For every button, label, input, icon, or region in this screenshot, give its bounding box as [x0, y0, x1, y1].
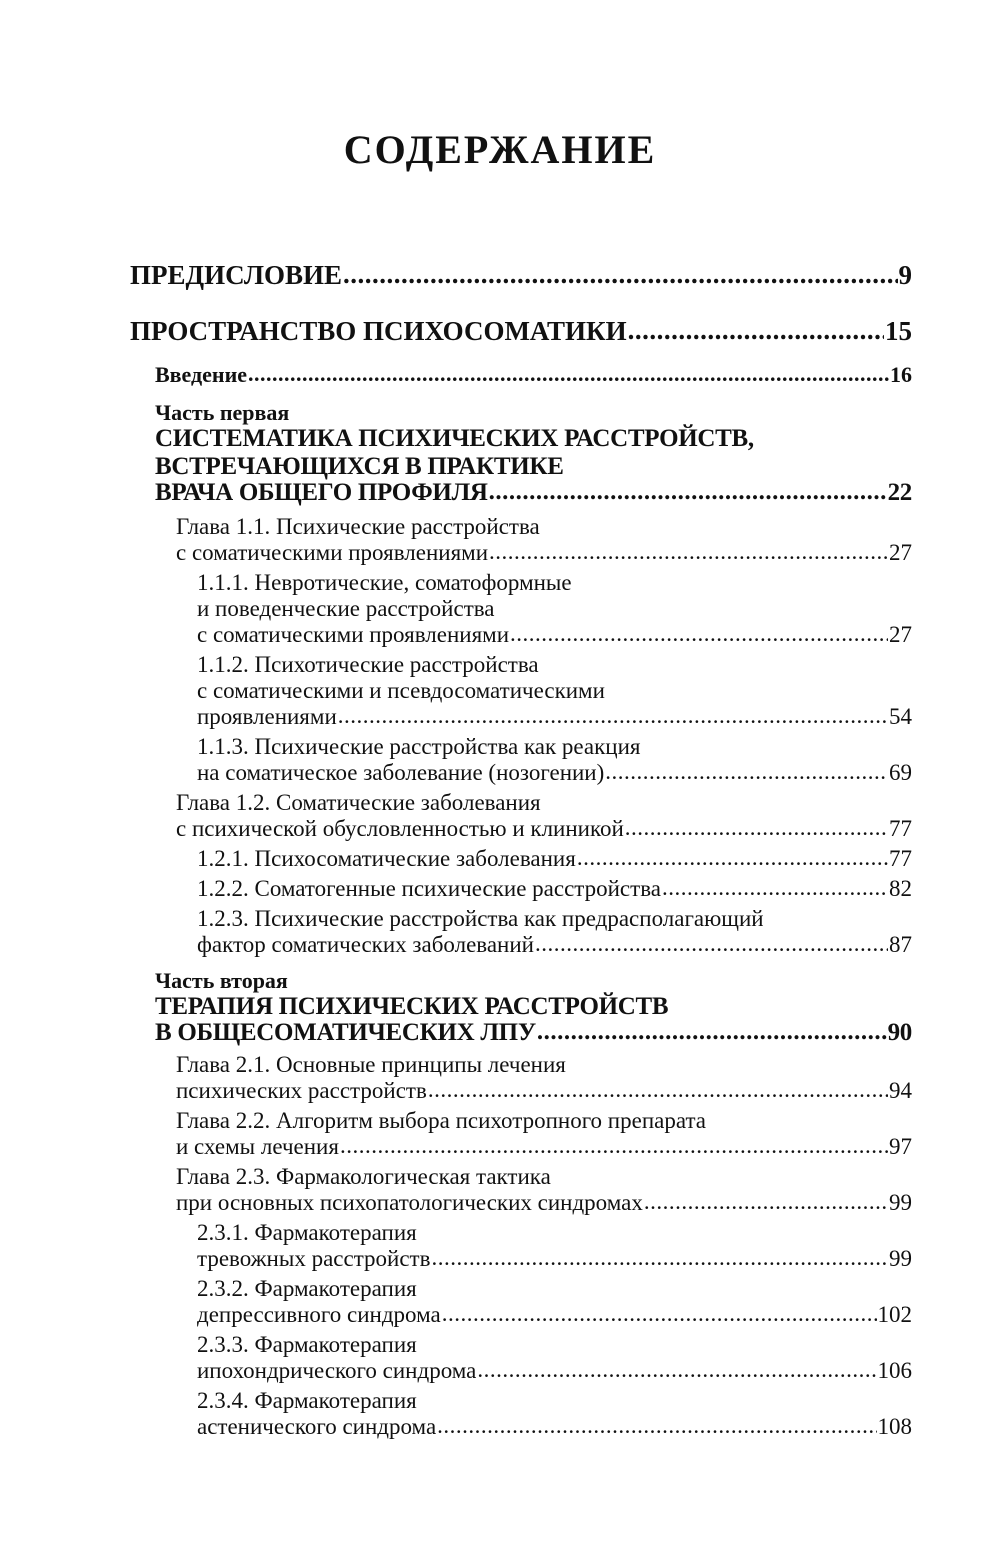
- toc-entry-label: фактор соматических заболеваний: [197, 932, 534, 957]
- leader-dots: [437, 1411, 876, 1441]
- leader-dots: [577, 843, 888, 873]
- leader-dots: [338, 701, 888, 731]
- toc-page-number: 16: [890, 362, 912, 387]
- leader-dots: [628, 313, 884, 347]
- toc-entry-label: депрессивного синдрома: [197, 1302, 441, 1327]
- toc-entry-part-one[interactable]: [155, 478, 912, 508]
- toc-page-number: 9: [898, 260, 912, 290]
- leader-dots: [662, 873, 888, 903]
- toc-entry-section-2-3-1[interactable]: [197, 1244, 912, 1274]
- toc-page-number: 82: [889, 876, 912, 901]
- leader-dots: [489, 477, 887, 507]
- toc-entry-section-2-3-4[interactable]: [197, 1412, 912, 1442]
- toc-entry-label: 1.1.1. Невротические, соматоформные: [197, 570, 572, 595]
- toc-entry-label: ПРЕДИСЛОВИЕ: [130, 260, 343, 290]
- leader-dots: [477, 1355, 876, 1385]
- leader-dots: [428, 1075, 888, 1105]
- toc-page-number: 69: [889, 760, 912, 785]
- toc-entry-label: В ОБЩЕСОМАТИЧЕСКИХ ЛПУ: [155, 1019, 536, 1046]
- toc-entry-label: 1.2.2. Соматогенные психические расстройства: [197, 876, 661, 901]
- toc-entry-label: Глава 2.2. Алгоритм выбора психотропного препарата: [176, 1108, 706, 1133]
- toc-entry-label: 2.3.3. Фармакотерапия: [197, 1332, 417, 1357]
- part-title-line: [155, 424, 912, 454]
- toc-entry-label: тревожных расстройств: [197, 1246, 431, 1271]
- toc-entry-label: 2.3.2. Фармакотерапия: [197, 1276, 417, 1301]
- leader-dots: [537, 1017, 887, 1047]
- toc-entry-label: и схемы лечения: [176, 1134, 339, 1159]
- leader-dots: [625, 813, 888, 843]
- toc-entry-label: Часть вторая: [155, 968, 288, 993]
- toc-entry-label: Глава 1.1. Психические расстройства: [176, 514, 540, 539]
- page-title: СОДЕРЖАНИЕ: [343, 127, 657, 172]
- toc-page-number: 27: [889, 540, 912, 565]
- toc-page-number: 54: [889, 704, 912, 729]
- toc-entry-label: астенического синдрома: [197, 1414, 437, 1439]
- toc-entry-label: ипохондрического синдрома: [197, 1358, 477, 1383]
- toc-page-number: 90: [887, 1019, 912, 1046]
- toc-entry-label: 2.3.4. Фармакотерапия: [197, 1388, 417, 1413]
- toc-entry-section-2-3-3[interactable]: [197, 1356, 912, 1386]
- toc-entry-label: с соматическими проявлениями: [197, 622, 510, 647]
- toc-page-number: 27: [889, 622, 912, 647]
- leader-dots: [510, 619, 888, 649]
- toc-entry-chapter-2-2[interactable]: [176, 1132, 912, 1162]
- toc-entry-label: психических расстройств: [176, 1078, 427, 1103]
- toc-page-number: 102: [877, 1302, 912, 1327]
- toc-entry-label: ТЕРАПИЯ ПСИХИЧЕСКИХ РАССТРОЙСТВ: [155, 993, 669, 1020]
- leader-dots: [442, 1299, 877, 1329]
- toc-entry-label: 1.2.3. Психические расстройства как предрасполагающий: [197, 906, 764, 931]
- toc-entry-label: с психической обусловленностью и клиникой: [176, 816, 624, 841]
- toc-page-number: 77: [889, 846, 912, 871]
- leader-dots: [343, 257, 897, 291]
- toc-entry-label: 2.3.1. Фармакотерапия: [197, 1220, 417, 1245]
- toc-entry-chapter-2-3[interactable]: [176, 1188, 912, 1218]
- toc-entry-label: ВРАЧА ОБЩЕГО ПРОФИЛЯ: [155, 479, 488, 506]
- toc-entry-section-1-1-1[interactable]: [197, 620, 912, 650]
- leader-dots: [340, 1131, 888, 1161]
- leader-dots: [248, 359, 889, 389]
- leader-dots: [489, 537, 888, 567]
- toc-entry-label: ВСТРЕЧАЮЩИХСЯ В ПРАКТИКЕ: [155, 453, 564, 480]
- toc-entry-part-two[interactable]: [155, 1018, 912, 1048]
- toc-entry-label: и поведенческие расстройства: [197, 596, 495, 621]
- toc-page-number: 94: [889, 1078, 912, 1103]
- toc-entry-label: Глава 1.2. Соматические заболевания: [176, 790, 541, 815]
- toc-entry-label: Глава 2.1. Основные принципы лечения: [176, 1052, 566, 1077]
- toc-entry-introduction[interactable]: [155, 360, 912, 390]
- toc-entry-label: 1.1.2. Психотические расстройства: [197, 652, 539, 677]
- toc-entry-label: ПРОСТРАНСТВО ПСИХОСОМАТИКИ: [130, 316, 627, 346]
- toc-entry-label: Введение: [155, 362, 248, 387]
- toc-entry-section-2-3-2[interactable]: [197, 1300, 912, 1330]
- leader-dots: [644, 1187, 888, 1217]
- toc-entry-label: Часть первая: [155, 400, 290, 425]
- toc-page-number: 87: [889, 932, 912, 957]
- toc-page-number: 99: [889, 1246, 912, 1271]
- toc-entry-label: Глава 2.3. Фармакологическая тактика: [176, 1164, 551, 1189]
- toc-entry-section-1-2-3[interactable]: [197, 930, 912, 960]
- toc-entry-label: при основных психопатологических синдромах: [176, 1190, 643, 1215]
- toc-entry-label: на соматическое заболевание (нозогении): [197, 760, 605, 785]
- toc-entry-label: с соматическими проявлениями: [176, 540, 489, 565]
- toc-entry-label: с соматическими и псевдосоматическими: [197, 678, 605, 703]
- toc-entry-section-1-2-1[interactable]: [197, 844, 912, 874]
- toc-entry-section-1-1-2[interactable]: [197, 702, 912, 732]
- toc-entry-section-1-2-2[interactable]: [197, 874, 912, 904]
- toc-page-number: 99: [889, 1190, 912, 1215]
- toc-entry-label: 1.1.3. Психические расстройства как реакция: [197, 734, 641, 759]
- toc-entry-section-1-1-3[interactable]: [197, 758, 912, 788]
- toc-entry-label: 1.2.1. Психосоматические заболевания: [197, 846, 576, 871]
- toc-page-number: 22: [887, 479, 912, 506]
- toc-page-number: 106: [877, 1358, 912, 1383]
- leader-dots: [605, 757, 888, 787]
- leader-dots: [431, 1243, 888, 1273]
- toc-entry-label: СИСТЕМАТИКА ПСИХИЧЕСКИХ РАССТРОЙСТВ,: [155, 425, 754, 452]
- toc-page-number: 15: [885, 316, 912, 346]
- toc-entry-psychosomatics-space[interactable]: [130, 314, 912, 348]
- toc-page-number: 77: [889, 816, 912, 841]
- toc-entry-chapter-1-2[interactable]: [176, 814, 912, 844]
- toc-entry-label: проявлениями: [197, 704, 337, 729]
- toc-entry-chapter-1-1[interactable]: [176, 538, 912, 568]
- leader-dots: [535, 929, 888, 959]
- toc-page-number: 97: [889, 1134, 912, 1159]
- toc-entry-chapter-2-1[interactable]: [176, 1076, 912, 1106]
- toc-page-number: 108: [877, 1414, 912, 1439]
- toc-entry-preface[interactable]: [130, 258, 912, 292]
